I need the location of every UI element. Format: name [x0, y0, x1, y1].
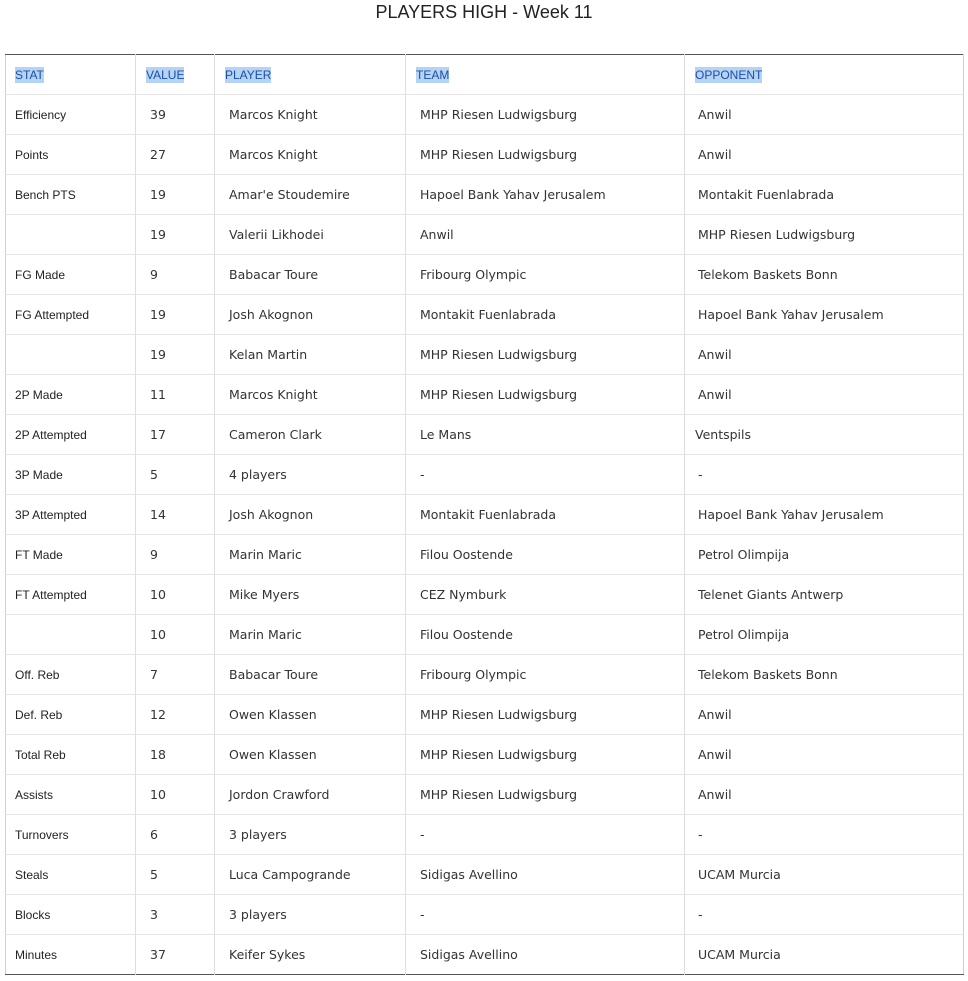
- value-cell: 19: [136, 335, 215, 375]
- table-row: [6, 215, 964, 255]
- team-cell: Sidigas Avellino: [406, 855, 685, 895]
- stat-cell: Off. Reb: [6, 655, 136, 695]
- player-cell: Valerii Likhodei: [215, 215, 406, 255]
- value-cell: 10: [136, 775, 215, 815]
- column-header-stat[interactable]: [6, 55, 136, 95]
- stat-cell: Efficiency: [6, 95, 136, 135]
- column-header-team-label: TEAM: [416, 67, 450, 82]
- table-row: [6, 295, 964, 335]
- value-cell: 17: [136, 415, 215, 455]
- stat-cell: FG Made: [6, 255, 136, 295]
- stat-cell: Total Reb: [6, 735, 136, 775]
- table-row: [6, 255, 964, 295]
- column-header-team[interactable]: [406, 55, 685, 95]
- value-cell: 9: [136, 535, 215, 575]
- stat-cell: Steals: [6, 855, 136, 895]
- table-row: [6, 735, 964, 775]
- value-cell: 5: [136, 455, 215, 495]
- table-row: [6, 655, 964, 695]
- value-cell: 3: [136, 895, 215, 935]
- team-cell: MHP Riesen Ludwigsburg: [406, 95, 685, 135]
- table-row: [6, 95, 964, 135]
- table-row: [6, 615, 964, 655]
- column-header-opponent[interactable]: [685, 55, 964, 95]
- value-cell: 9: [136, 255, 215, 295]
- opponent-cell: Anwil: [685, 695, 964, 735]
- team-cell: CEZ Nymburk: [406, 575, 685, 615]
- player-cell: Marcos Knight: [215, 135, 406, 175]
- opponent-cell: UCAM Murcia: [698, 947, 781, 962]
- column-header-stat-label: STAT: [15, 67, 44, 82]
- table-row: [6, 695, 964, 735]
- team-cell: -: [406, 455, 685, 495]
- stat-cell: Assists: [6, 775, 136, 815]
- team-cell: Fribourg Olympic: [406, 255, 685, 295]
- team-cell: Filou Oostende: [406, 615, 685, 655]
- player-cell: Keifer Sykes: [215, 935, 406, 975]
- stat-cell: [6, 335, 136, 375]
- player-cell: Cameron Clark: [215, 415, 406, 455]
- opponent-cell: Montakit Fuenlabrada: [685, 175, 964, 215]
- value-cell: 19: [136, 295, 215, 335]
- opponent-cell: Anwil: [685, 135, 964, 175]
- team-cell: Sidigas Avellino: [406, 935, 685, 975]
- page-title: PLAYERS HIGH - Week 11: [375, 2, 593, 22]
- table-row: [6, 775, 964, 815]
- stat-cell: [6, 615, 136, 655]
- value-cell: 39: [136, 95, 215, 135]
- value-cell: 10: [136, 575, 215, 615]
- value-cell: 18: [136, 735, 215, 775]
- stat-cell: FT Attempted: [6, 575, 136, 615]
- stat-cell: Minutes: [6, 935, 136, 975]
- opponent-cell: Telekom Baskets Bonn: [685, 255, 964, 295]
- table-row: [6, 935, 964, 975]
- player-cell: Marcos Knight: [215, 95, 406, 135]
- column-header-player-label: PLAYER: [225, 67, 272, 82]
- opponent-cell: -: [685, 455, 964, 495]
- player-cell: Babacar Toure: [215, 655, 406, 695]
- value-cell: 10: [136, 615, 215, 655]
- stat-cell: 2P Made: [6, 375, 136, 415]
- stat-cell: Blocks: [6, 895, 136, 935]
- table-row: [6, 335, 964, 375]
- value-cell: 37: [136, 935, 215, 975]
- stat-cell: Def. Reb: [6, 695, 136, 735]
- table-row: [6, 535, 964, 575]
- value-cell: 19: [136, 175, 215, 215]
- players-high-table: [5, 54, 964, 975]
- player-cell: Owen Klassen: [215, 735, 406, 775]
- stat-cell: [6, 215, 136, 255]
- value-cell: 27: [136, 135, 215, 175]
- team-cell: -: [406, 895, 685, 935]
- opponent-cell: Telenet Giants Antwerp: [685, 575, 964, 615]
- column-header-opponent-label: OPPONENT: [695, 67, 763, 82]
- stat-cell: Bench PTS: [6, 175, 136, 215]
- player-cell: 4 players: [215, 455, 406, 495]
- table-row: [6, 895, 964, 935]
- player-cell: Marcos Knight: [215, 375, 406, 415]
- table-body: [6, 95, 964, 975]
- player-cell: Babacar Toure: [215, 255, 406, 295]
- player-cell: Amar'e Stoudemire: [215, 175, 406, 215]
- team-cell: MHP Riesen Ludwigsburg: [406, 695, 685, 735]
- player-cell: Marin Maric: [215, 615, 406, 655]
- team-cell: MHP Riesen Ludwigsburg: [406, 775, 685, 815]
- player-cell: Mike Myers: [215, 575, 406, 615]
- team-cell: -: [406, 815, 685, 855]
- value-cell: 11: [136, 375, 215, 415]
- team-cell: Anwil: [406, 215, 685, 255]
- team-cell: Le Mans: [406, 415, 685, 455]
- table-header-row: [6, 55, 964, 95]
- opponent-cell: -: [685, 895, 964, 935]
- player-cell: Josh Akognon: [215, 495, 406, 535]
- player-cell: 3 players: [215, 815, 406, 855]
- player-cell: Owen Klassen: [215, 695, 406, 735]
- stat-cell: 3P Made: [6, 455, 136, 495]
- table-row: [6, 575, 964, 615]
- team-cell: MHP Riesen Ludwigsburg: [406, 135, 685, 175]
- player-cell: Luca Campogrande: [215, 855, 406, 895]
- value-cell: 6: [136, 815, 215, 855]
- team-cell: Filou Oostende: [406, 535, 685, 575]
- opponent-cell: Hapoel Bank Yahav Jerusalem: [685, 495, 964, 535]
- player-cell: Kelan Martin: [215, 335, 406, 375]
- value-cell: 7: [136, 655, 215, 695]
- opponent-cell: Anwil: [685, 335, 964, 375]
- table-row: [6, 855, 964, 895]
- table-row: [6, 455, 964, 495]
- column-header-value[interactable]: [136, 55, 215, 95]
- table-row: [6, 415, 964, 455]
- opponent-cell: Anwil: [685, 95, 964, 135]
- opponent-cell: Anwil: [685, 735, 964, 775]
- opponent-cell: Ventspils: [685, 415, 964, 455]
- table-row: [6, 815, 964, 855]
- team-cell: Montakit Fuenlabrada: [406, 495, 685, 535]
- opponent-cell: Anwil: [685, 375, 964, 415]
- player-cell: Marin Maric: [215, 535, 406, 575]
- column-header-player[interactable]: [215, 55, 406, 95]
- player-cell: 3 players: [215, 895, 406, 935]
- team-cell: Hapoel Bank Yahav Jerusalem: [406, 175, 685, 215]
- table-row: [6, 375, 964, 415]
- opponent-cell: Telekom Baskets Bonn: [685, 655, 964, 695]
- table-row: [6, 495, 964, 535]
- player-cell: Jordon Crawford: [215, 775, 406, 815]
- team-cell: Montakit Fuenlabrada: [406, 295, 685, 335]
- opponent-cell: -: [685, 815, 964, 855]
- opponent-cell: Petrol Olimpija: [685, 535, 964, 575]
- stat-cell: Turnovers: [6, 815, 136, 855]
- table-row: [6, 175, 964, 215]
- stat-cell: 2P Attempted: [6, 415, 136, 455]
- stat-cell: Points: [6, 135, 136, 175]
- value-cell: 12: [136, 695, 215, 735]
- column-header-value-label: VALUE: [146, 67, 185, 82]
- opponent-cell: Petrol Olimpija: [685, 615, 964, 655]
- opponent-cell: Anwil: [685, 775, 964, 815]
- team-cell: MHP Riesen Ludwigsburg: [406, 375, 685, 415]
- table-row: [6, 135, 964, 175]
- stat-cell: FT Made: [6, 535, 136, 575]
- opponent-cell: MHP Riesen Ludwigsburg: [685, 215, 964, 255]
- team-cell: Fribourg Olympic: [406, 655, 685, 695]
- value-cell: 14: [136, 495, 215, 535]
- opponent-cell: UCAM Murcia: [685, 855, 964, 895]
- stat-cell: FG Attempted: [6, 295, 136, 335]
- team-cell: MHP Riesen Ludwigsburg: [406, 735, 685, 775]
- value-cell: 5: [136, 855, 215, 895]
- opponent-cell: Hapoel Bank Yahav Jerusalem: [685, 295, 964, 335]
- team-cell: MHP Riesen Ludwigsburg: [406, 335, 685, 375]
- value-cell: 19: [136, 215, 215, 255]
- stat-cell: 3P Attempted: [6, 495, 136, 535]
- player-cell: Josh Akognon: [215, 295, 406, 335]
